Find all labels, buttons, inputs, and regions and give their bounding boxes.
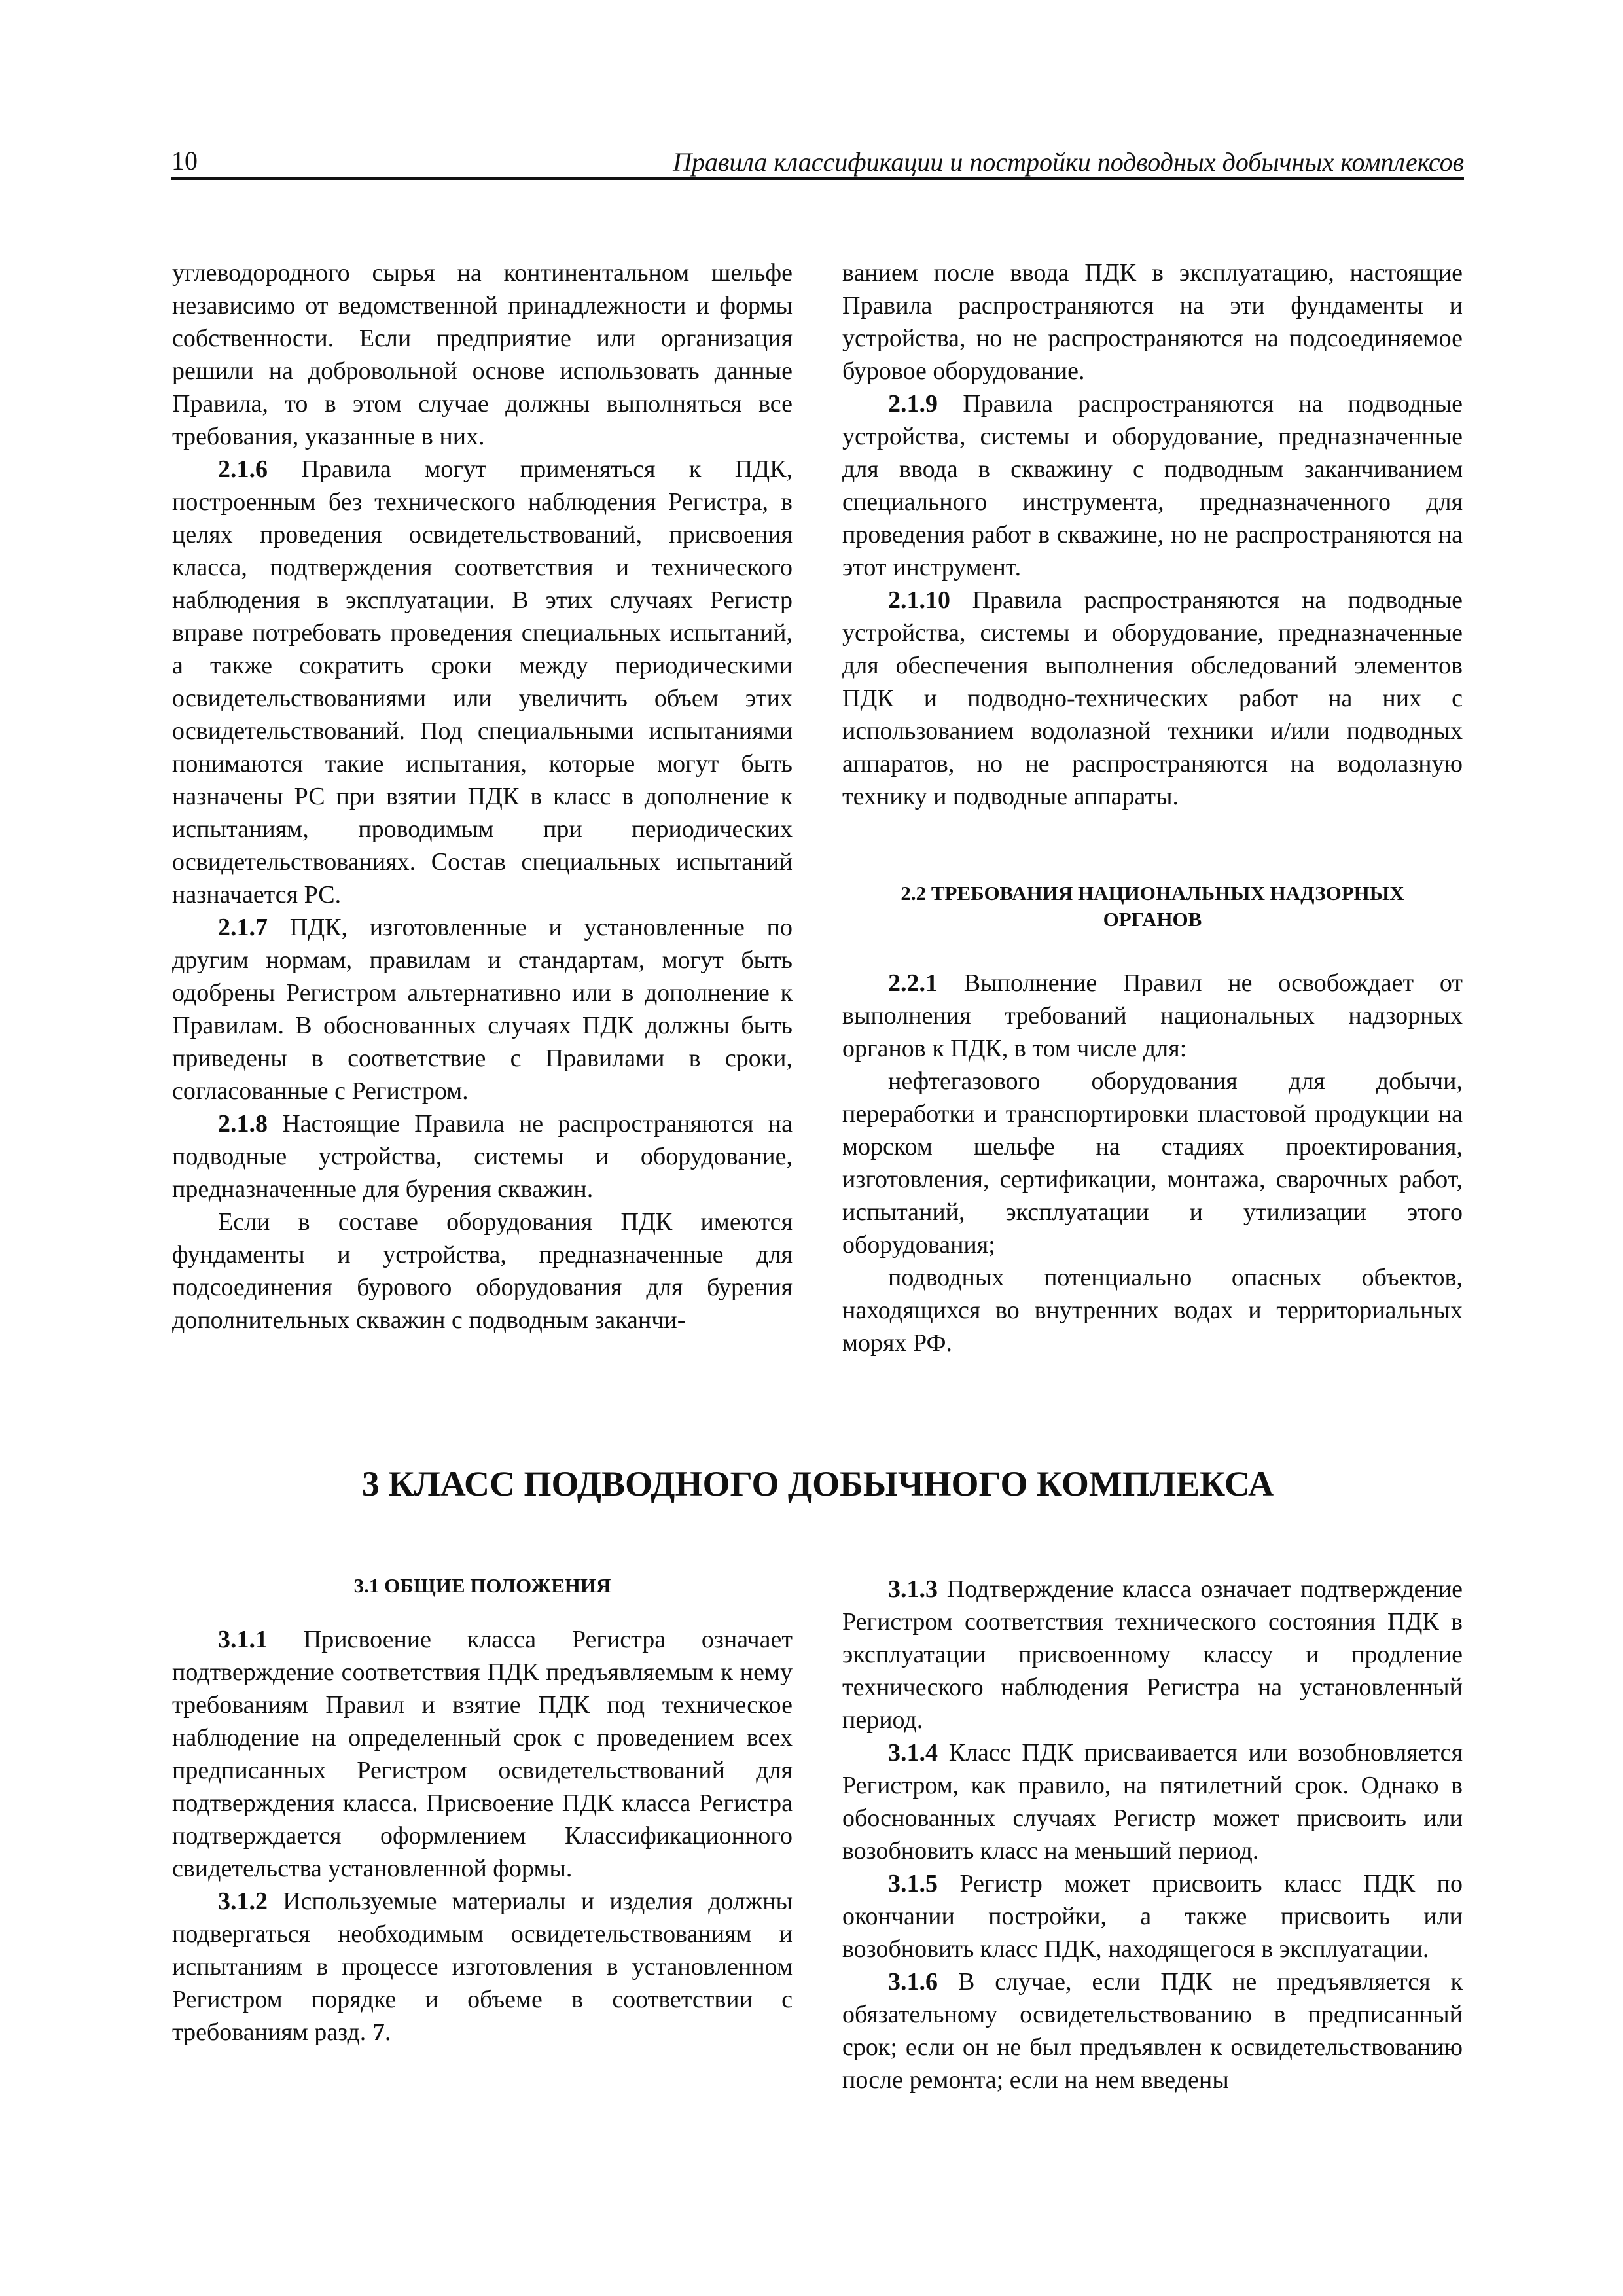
paragraph-continuation: ванием после ввода ПДК в эксплуатацию, настоящие Правила распространяются на эти фундаменты и устройства, но не распространяются на подсоединяемое буровое оборудование. [842, 259, 1463, 385]
paragraph-3-1-3 [842, 1573, 1463, 1736]
clause-text: Подтверждение класса означает подтверждение Регистром соответствия технического состояния ПДК в эксплуатации присвоенному классу и продление технического наблюдения Регистра на установленный период. [842, 1575, 1463, 1734]
paragraph-2-2-1 [842, 967, 1463, 1065]
clause-number: 3.1.4 [888, 1739, 938, 1767]
header-rule [171, 177, 1464, 180]
paragraph-2-1-9 [842, 387, 1463, 584]
paragraph-hazardous: подводных потенциально опасных объектов, находящихся во внутренних водах и территориальных морях РФ. [842, 1264, 1463, 1357]
column-top-left [172, 257, 793, 1336]
clause-text: Правила распространяются на подводные устройства, системы и оборудование, предназначенные для обеспечения выполнения обследований элементов ПДК и подводно-технических работ на них с использованием водолазной техники и/или подводных аппаратов, но не распространяются на водолазную технику и подводные аппараты. [842, 586, 1463, 810]
running-title: Правила классификации и постройки подводных добычных комплексов [673, 147, 1464, 177]
clause-text: Используемые материалы и изделия должны подвергаться необходимым освидетельствованиям и испытаниям в процессе изготовления в установленном Регистром порядке и объеме в соответствии с требованиям разд. [172, 1888, 793, 2046]
paragraph-2-1-8 [172, 1107, 793, 1206]
section-heading-line: 2.2 ТРЕБОВАНИЯ НАЦИОНАЛЬНЫХ НАДЗОРНЫХ [901, 882, 1404, 905]
paragraph-2-1-10 [842, 584, 1463, 813]
clause-number: 2.1.9 [888, 390, 938, 418]
clause-number: 2.2.1 [888, 969, 938, 997]
clause-text: Правила распространяются на подводные устройства, системы и оборудование, предназначенные для ввода в скважину с подводным заканчиванием специального инструмента, предназначенного для проведения работ в скважине, но не распространяются на этот инструмент. [842, 390, 1463, 581]
clause-text: Присвоение класса Регистра означает подтверждение соответствия ПДК предъявляемым к нему требованиям Правил и взятие ПДК под техническое наблюдение на определенный срок с проведением всех предписанных Регистром освидетельствований для подтверждения класса. Присвоение ПДК класса Регистра подтверждается оформлением Классификационного свидетельства установленной формы. [172, 1626, 793, 1882]
paragraph-2-1-7 [172, 911, 793, 1107]
clause-number: 2.1.7 [218, 914, 268, 941]
clause-number: 3.1.2 [218, 1888, 268, 1915]
paragraph-3-1-4 [842, 1736, 1463, 1867]
paragraph-continuation: углеводородного сырья на континентальном шельфе независимо от ведомственной принадлежности и формы собственности. Если предприятие или организация решили на добровольной основе использовать данные Правила, то в этом случае должны выполняться все требования, указанные в них. [172, 259, 793, 450]
clause-number: 3.1.3 [888, 1575, 938, 1603]
column-bottom-left [172, 1573, 793, 2049]
clause-text: ПДК, изготовленные и установленные по другим нормам, правилам и стандартам, могут быть одобрены Регистром альтернативно или в дополнение к Правилам. В обоснованных случаях ПДК должны быть приведены в соответствие с Правилами в сроки, согласованные с Регистром. [172, 914, 793, 1105]
paragraph-foundations: Если в составе оборудования ПДК имеются фундаменты и устройства, предназначенные для подсоединения бурового оборудования для бурения дополнительных скважин с подводным заканчи- [172, 1208, 793, 1334]
sentence-end: . [384, 2018, 391, 2046]
paragraph-2-1-6 [172, 453, 793, 911]
page-header [171, 145, 1464, 182]
clause-number: 3.1.5 [888, 1870, 938, 1897]
section-reference: 7 [372, 2018, 385, 2046]
clause-text: Настоящие Правила не распространяются на подводные устройства, системы и оборудование, предназначенные для бурения скважин. [172, 1110, 793, 1203]
page-number: 10 [171, 146, 198, 175]
clause-text: Регистр может присвоить класс ПДК по окончании постройки, а также присвоить или возобновить класс ПДК, находящегося в эксплуатации. [842, 1870, 1463, 1963]
section-heading-line: ОРГАНОВ [1103, 908, 1202, 931]
section-heading-2-2 [842, 880, 1463, 933]
clause-text: В случае, если ПДК не предъявляется к обязательному освидетельствованию в предписанный срок; если он не был предъявлен к освидетельствованию после ремонта; если на нем введены [842, 1968, 1463, 2094]
column-bottom-right [842, 1573, 1463, 2096]
clause-text: Класс ПДК присваивается или возобновляется Регистром, как правило, на пятилетний срок. Однако в обоснованных случаях Регистр может присвоить или возобновить класс на меньший период. [842, 1739, 1463, 1865]
section-heading-3-1: 3.1 ОБЩИЕ ПОЛОЖЕНИЯ [353, 1574, 611, 1597]
clause-number: 2.1.8 [218, 1110, 268, 1138]
clause-number: 3.1.1 [218, 1626, 268, 1653]
chapter-heading: 3 КЛАСС ПОДВОДНОГО ДОБЫЧНОГО КОМПЛЕКСА [361, 1464, 1274, 1503]
clause-text: Выполнение Правил не освобождает от выполнения требований национальных надзорных органов к ПДК, в том числе для: [842, 969, 1463, 1062]
paragraph-oil-gas: нефтегазового оборудования для добычи, переработки и транспортировки пластовой продукции на морском шельфе на стадиях проектирования, изготовления, сертификации, монтажа, сварочных работ, испытаний, эксплуатации и утилизации этого оборудования; [842, 1067, 1463, 1259]
clause-text: Правила могут применяться к ПДК, построенным без технического наблюдения Регистра, в целях проведения освидетельствований, присвоения класса, подтверждения соответствия и технического наблюдения в эксплуатации. В этих случаях Регистр вправе потребовать проведения специальных испытаний, а также сократить сроки между периодическими освидетельствованиями или увеличить объем этих освидетельствований. Под специальными испытаниями понимаются такие испытания, которые могут быть назначены РС при взятии ПДК в класс в дополнение к испытаниям, проводимым при периодических освидетельствованиях. Состав специальных испытаний назначается РС. [172, 456, 793, 908]
column-top-right [842, 257, 1463, 1359]
paragraph-3-1-2 [172, 1885, 793, 2049]
clause-number: 3.1.6 [888, 1968, 938, 1996]
clause-number: 2.1.6 [218, 456, 268, 483]
paragraph-3-1-1 [172, 1623, 793, 1885]
clause-number: 2.1.10 [888, 586, 950, 614]
paragraph-3-1-6 [842, 1965, 1463, 2096]
paragraph-3-1-5 [842, 1867, 1463, 1965]
